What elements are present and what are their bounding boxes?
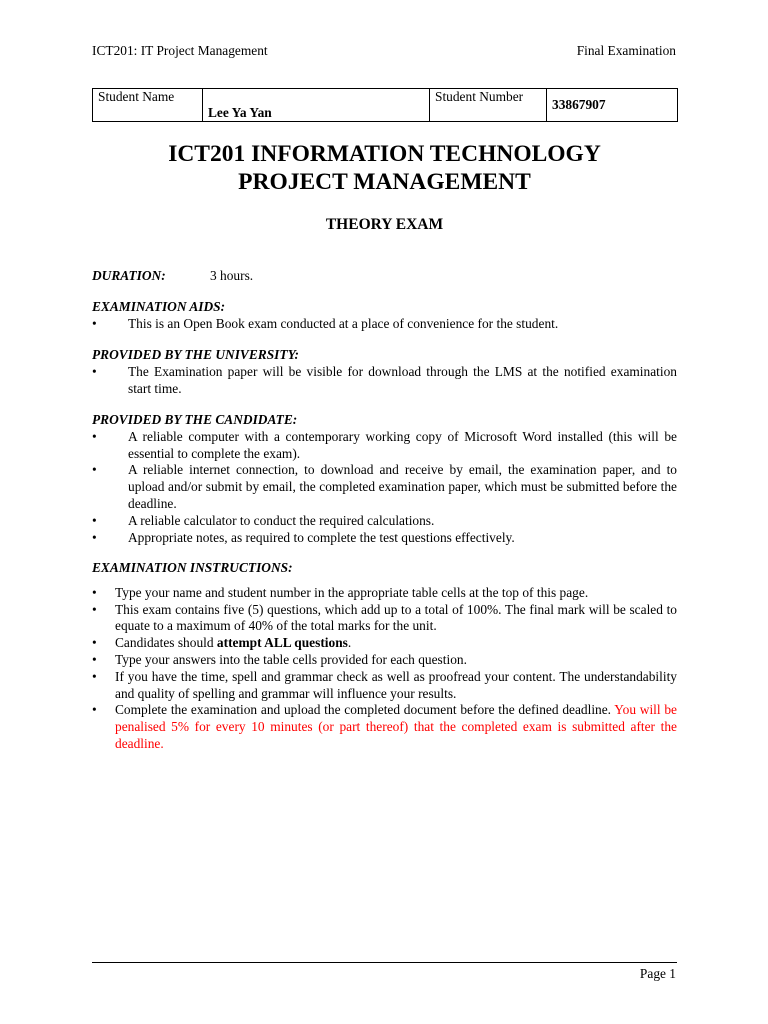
university-heading: PROVIDED BY THE UNIVERSITY: [92,347,299,362]
list-item: • A reliable calculator to conduct the required calculations. [92,512,435,528]
header-course: ICT201: IT Project Management [92,43,268,58]
list-item: • Type your answers into the table cells provided for each question. [92,651,467,667]
list-item: • A reliable internet connection, to download and receive by email, the examination paper, and to upload and/or submit by email, the completed examination paper, which must be submitted before the deadline. [92,462,677,511]
list-item: • A reliable computer with a contemporary working copy of Microsoft Word installed (this will be essential to complete the exam). [92,428,677,461]
bullet-icon: • [92,668,97,684]
bullet-icon: • [92,315,97,331]
bullet-icon: • [92,529,97,545]
aids-heading: EXAMINATION AIDS: [92,299,226,314]
footer-divider [92,962,677,963]
bullet-icon: • [92,635,97,651]
bullet-icon: • [92,651,97,667]
student-name-label: Student Name [93,89,203,122]
bullet-icon: • [92,584,97,600]
bullet-icon: • [92,428,97,444]
student-number-label: Student Number [430,89,547,122]
page-header [92,43,676,61]
list-item: • If you have the time, spell and grammar check as well as proofread your content. The understandability and quality of spelling and grammar will influence your results. [92,668,677,701]
student-name-value[interactable]: Lee Ya Yan [203,89,430,122]
list-item: • This is an Open Book exam conducted at a place of convenience for the student. [92,315,559,331]
bullet-icon: • [92,702,97,718]
bullet-icon: • [92,601,97,617]
duration-value: 3 hours. [210,268,254,283]
list-item: • Candidates should attempt ALL questions. [92,635,352,651]
student-number-value[interactable]: 33867907 [547,89,678,122]
candidate-heading: PROVIDED BY THE CANDIDATE: [92,412,298,427]
student-info-table [92,88,678,122]
duration-label: DURATION: [92,268,166,283]
exam-title [92,140,677,196]
instructions-section [92,560,677,753]
candidate-section [92,412,677,546]
bullet-icon: • [92,462,97,478]
penalty-warning: You will be penalised 5% for every 10 minutes (or part thereof) that the completed exam is submitted after the deadline. [115,702,677,751]
header-exam-type: Final Examination [576,43,676,58]
exam-title-line-2: PROJECT MANAGEMENT [238,169,531,195]
aids-section [92,299,677,333]
attempt-all-emphasis: attempt ALL questions [216,635,348,651]
instructions-heading: EXAMINATION INSTRUCTIONS: [92,560,293,575]
bullet-icon: • [92,363,97,379]
list-item: • Appropriate notes, as required to complete the test questions effectively. [92,529,515,545]
list-item: • This exam contains five (5) questions, which add up to a total of 100%. The final mark will be scaled to equate to a maximum of 40% of the total marks for the unit. [92,601,677,634]
page-number: Page 1 [639,966,676,981]
university-section [92,347,677,397]
list-item: • Type your name and student number in the appropriate table cells at the top of this page. [92,584,589,600]
list-item: • Complete the examination and upload the completed document before the defined deadline. You will be penalised 5% for every 10 minutes (or part thereof) that the completed exam is submitted after the deadline. [92,702,677,751]
list-item: • The Examination paper will be visible for download through the LMS at the notified examination start time. [92,363,677,396]
exam-subtitle: THEORY EXAM [325,216,444,233]
bullet-icon: • [92,512,97,528]
duration-section [92,268,677,285]
exam-title-line-1: ICT201 INFORMATION TECHNOLOGY [168,141,601,167]
